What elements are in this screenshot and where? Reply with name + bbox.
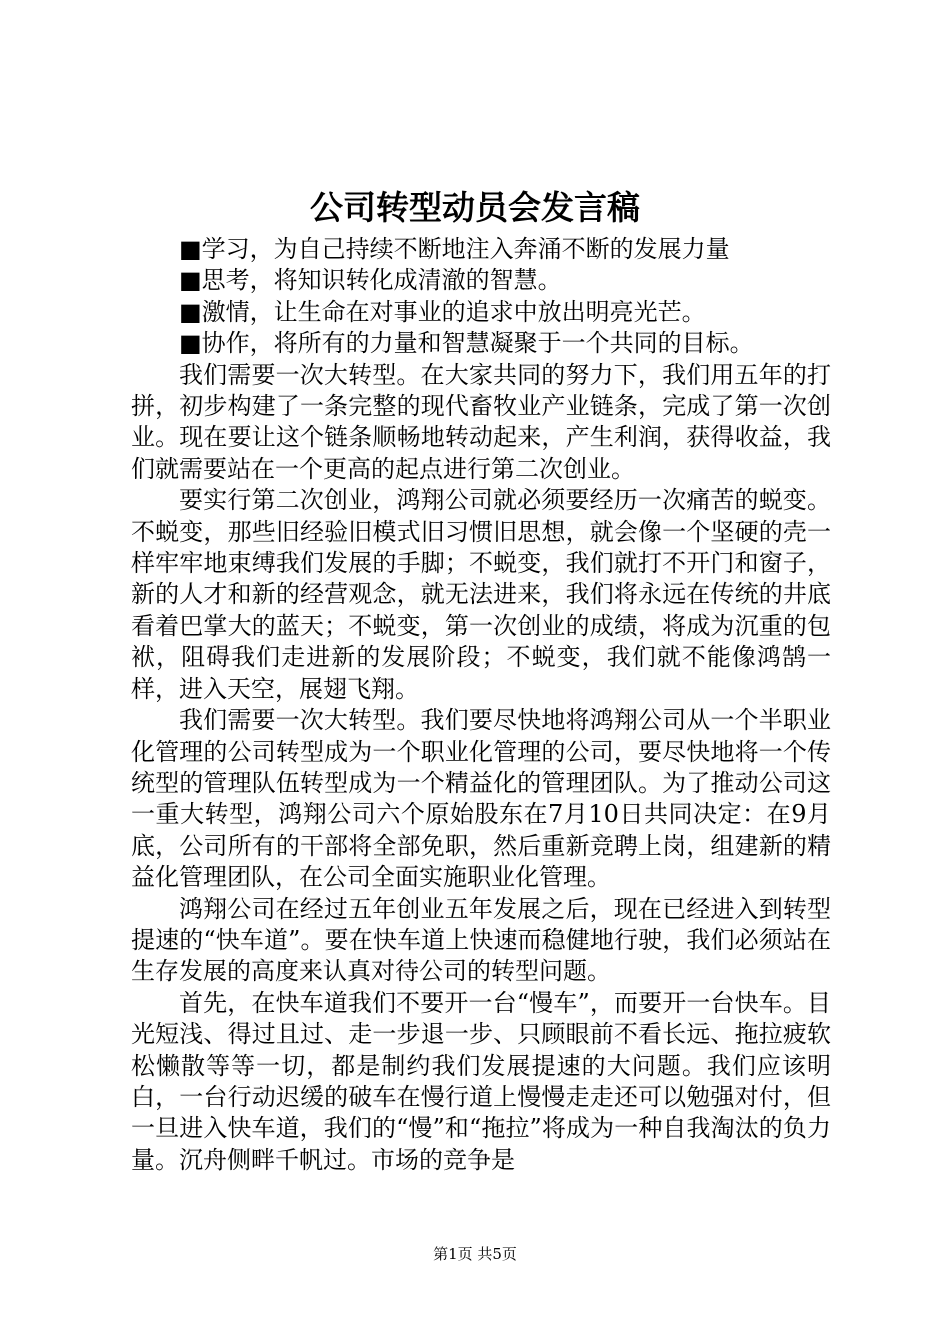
paragraph-transformation: 我们需要一次大转型。在大家共同的努力下，我们用五年的打拼，初步构建了一条完整的现代畜牧业产业链条，完成了第一次创业。现在要让这个链条顺畅地转动起来，产生利润，获得收益，我们就需要站在一个更高的起点进行第二次创业。 [131,360,831,483]
bullet-item-study: ■学习，为自己持续不断地注入奔涌不断的发展力量 [179,235,730,263]
bullet-item-thinking: ■思考，将知识转化成清澈的智慧。 [179,266,562,295]
bullet-item-cooperation: ■协作，将所有的力量和智慧凝聚于一个共同的目标。 [179,329,754,358]
paragraph-second-venture: 要实行第二次创业，鸿翔公司就必须要经历一次痛苦的蜕变。不蜕变，那些旧经验旧模式旧习惯旧思想，就会像一个坚硬的壳一样牢牢地束缚我们发展的手脚；不蜕变，我们就打不开门和窗子，新的人才和新的经营观念，就无法进来，我们将永远在传统的井底看着巴掌大的蓝天；不蜕变，第一次创业的成绩，将成为沉重的包袱，阻碍我们走进新的发展阶段；不蜕变，我们就不能像鸿鹄一样，进入天空，展翅飞翔。 [131,486,831,703]
paragraph-first-point: 首先，在快车道我们不要开一台“慢车”，而要开一台快车。目光短浅、得过且过、走一步退一步、只顾眼前不看长远、拖拉疲软松懒散等等一切，都是制约我们发展提速的大问题。我们应该明白，一台行动迟缓的破车在慢行道上慢慢走走还可以勉强对付，但一旦进入快车道，我们的“慢”和“拖拉”将成为一种自我淘汰的负力量。沉舟侧畔千帆过。市场的竞争是 [131,988,831,1174]
paragraph-management: 我们需要一次大转型。我们要尽快地将鸿翔公司从一个半职业化管理的公司转型成为一个职业化管理的公司，要尽快地将一个传统型的管理队伍转型成为一个精益化的管理团队。为了推动公司这一重大转型，鸿翔公司六个原始股东在7月10日共同决定：在9月底，公司所有的干部将全部免职，然后重新竞聘上岗，组建新的精益化管理团队，在公司全面实施职业化管理。 [131,706,831,892]
bullet-item-passion: ■激情，让生命在对事业的追求中放出明亮光芒。 [179,297,706,326]
document-title: 公司转型动员会发言稿 [310,188,640,227]
page-footer: 第1页 共5页 [433,1245,517,1263]
paragraph-fast-lane: 鸿翔公司在经过五年创业五年发展之后，现在已经进入到转型提速的“快车道”。要在快车道上快速而稳健地行驶，我们必须站在生存发展的高度来认真对待公司的转型问题。 [131,894,831,986]
document-body [131,234,831,1176]
